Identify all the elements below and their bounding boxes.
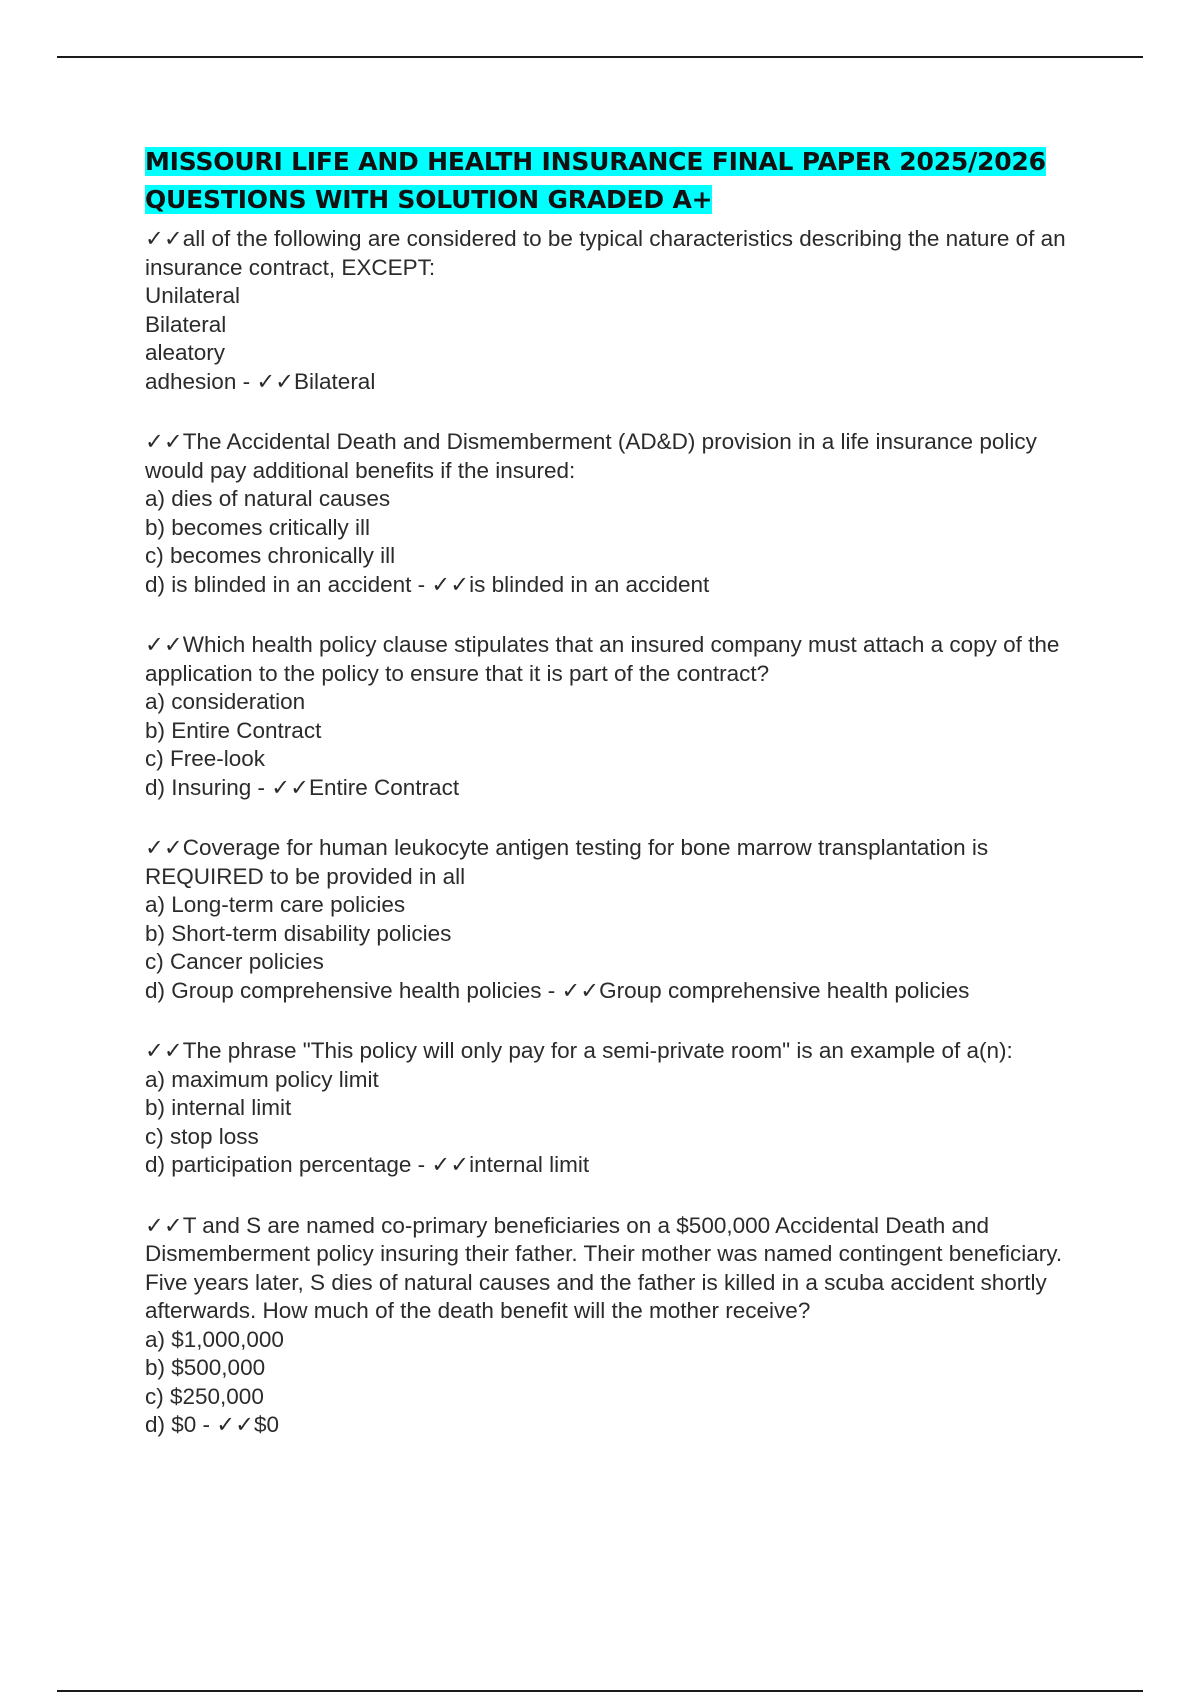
answer-option: d) Group comprehensive health policies - ✓✓Group comprehensive health policies [145, 977, 970, 1003]
title-line-1: MISSOURI LIFE AND HEALTH INSURANCE FINAL PAPER 2025/2026 [145, 147, 1046, 176]
question-prompt: ✓✓Which health policy clause stipulates that an insured company must attach a copy of the application to the policy to ensure that it is part of the contract? [145, 632, 1066, 686]
question-5 [145, 1037, 1095, 1180]
question-prompt: ✓✓T and S are named co-primary beneficiaries on a $500,000 Accidental Death and Dismemberment policy insuring their father. Their mother was named contingent beneficiary. Five years later, S dies of natural causes and the father is killed in a scuba accident shortly afterwards. How much of the death benefit will the mother receive? [145, 1212, 1069, 1323]
answer-option: c) Free-look [145, 746, 266, 771]
question-prompt: ✓✓The phrase "This policy will only pay for a semi-private room" is an example of a(n): [145, 1038, 1013, 1063]
answer-option: Bilateral [145, 311, 227, 337]
question-1 [145, 225, 1095, 396]
question-4 [145, 834, 1095, 1005]
title-line-2: QUESTIONS WITH SOLUTION GRADED A+ [145, 185, 713, 214]
answer-option: c) becomes chronically ill [145, 543, 396, 568]
answer-option: d) is blinded in an accident - ✓✓is blinded in an accident [145, 571, 710, 597]
answer-option: b) $500,000 [145, 1355, 266, 1380]
answer-option: b) becomes critically ill [145, 514, 371, 540]
question-prompt: ✓✓The Accidental Death and Dismemberment (AD&D) provision in a life insurance policy would pay additional benefits if the insured: [145, 429, 1044, 483]
top-rule [57, 56, 1143, 58]
answer-option: d) Insuring - ✓✓Entire Contract [145, 774, 460, 800]
answer-option: a) Long-term care policies [145, 892, 406, 917]
answer-option: adhesion - ✓✓Bilateral [145, 368, 376, 394]
question-prompt: ✓✓all of the following are considered to be typical characteristics describing the nature of an insurance contract, EXCEPT: [145, 226, 1072, 280]
answer-option: c) $250,000 [145, 1383, 264, 1409]
answer-option: a) dies of natural causes [145, 486, 391, 511]
document-body [145, 143, 1095, 1472]
answer-option: c) stop loss [145, 1123, 259, 1149]
answer-option: c) Cancer policies [145, 949, 324, 974]
answer-option: d) participation percentage - ✓✓internal limit [145, 1152, 590, 1177]
answer-option: Unilateral [145, 283, 241, 308]
question-3 [145, 631, 1095, 802]
question-2 [145, 428, 1095, 599]
answer-option: b) internal limit [145, 1095, 292, 1120]
answer-option: b) Entire Contract [145, 717, 322, 743]
question-6 [145, 1212, 1095, 1440]
answer-option: d) $0 - ✓✓$0 [145, 1412, 280, 1437]
answer-option: a) consideration [145, 689, 306, 714]
bottom-rule [57, 1690, 1143, 1692]
answer-option: a) $1,000,000 [145, 1326, 284, 1352]
document-title [145, 143, 1095, 219]
answer-option: aleatory [145, 340, 226, 365]
answer-option: b) Short-term disability policies [145, 920, 452, 946]
question-prompt: ✓✓Coverage for human leukocyte antigen testing for bone marrow transplantation is REQUIRED to be provided in all [145, 835, 995, 889]
answer-option: a) maximum policy limit [145, 1066, 379, 1092]
